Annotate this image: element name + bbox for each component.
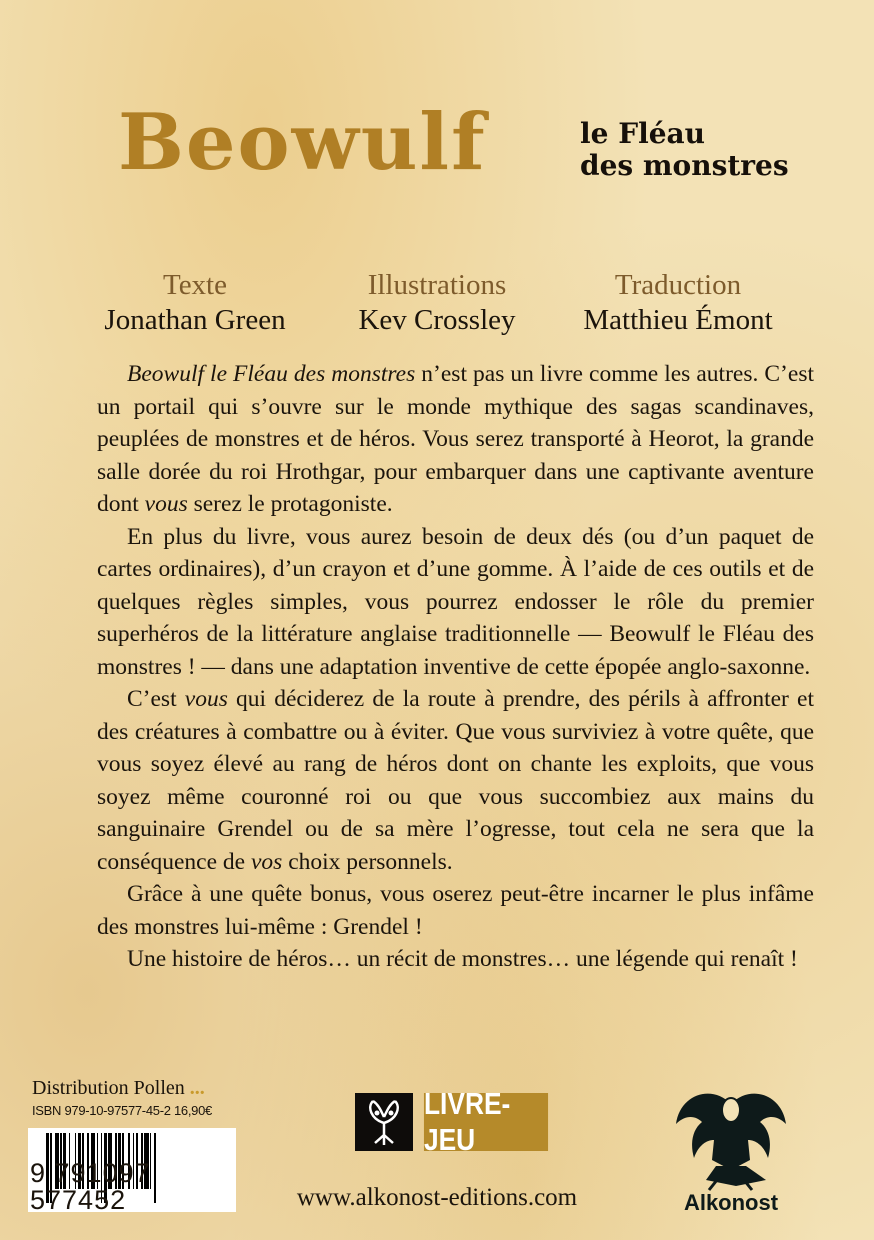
blurb (97, 358, 814, 976)
subtitle-line: des monstres (580, 149, 789, 182)
distribution (32, 1077, 205, 1100)
italic-text: vous (144, 491, 188, 517)
credit-text (65, 268, 325, 338)
italic-text: vos (250, 848, 283, 875)
book-subtitle (580, 118, 789, 182)
credit-role: Illustrations (367, 269, 507, 301)
blurb-paragraph (97, 878, 814, 943)
publisher-name: Alkonost (683, 1190, 779, 1215)
book-title: Beowulf (118, 97, 487, 188)
text: Une histoire de héros… un récit de monstres… une légende qui renaît ! (127, 946, 798, 972)
credit-name: Matthieu Émont (583, 304, 773, 336)
credit-illustrations (307, 268, 567, 338)
website-text[interactable]: www.alkonost-editions.com (296, 1184, 578, 1211)
credit-role: Texte (163, 269, 227, 301)
text: C’est (127, 686, 185, 712)
distribution-dots: ... (189, 1077, 205, 1099)
blurb-paragraph (97, 683, 814, 878)
isbn-price: ISBN 979-10-97577-45-2 16,90€ (32, 1103, 212, 1118)
blurb-paragraph (97, 943, 814, 976)
italic-text: Beowulf le Fléau des monstres (127, 361, 416, 387)
text: Grâce à une quête bonus, vous oserez peut-être incarner le plus infâme des monstres lui-même : Grendel ! (97, 881, 814, 940)
credit-role: Traduction (614, 269, 742, 301)
credit-translation (548, 268, 808, 338)
text: serez le protagoniste. (187, 491, 393, 517)
italic-text: vous (184, 686, 228, 712)
blurb-paragraph (97, 358, 814, 521)
publisher-logo (672, 1084, 790, 1216)
text: En plus du livre, vous aurez besoin de deux dés (ou d’un paquet de cartes ordinaires), d’un crayon et d’une gomme. À l’aide de ces outils et de quelques règles simples, vous pourrez endosser le rôle du premier superhéros de la littérature anglaise traditionnelle — Beowulf le Fléau des monstres ! — dans une adaptation inventive de cette épopée anglo-saxonne. (97, 523, 814, 680)
credit-name: Jonathan Green (104, 304, 286, 336)
badge-label: LIVRE-JEU (424, 1093, 548, 1151)
livre-jeu-badge (355, 1086, 559, 1157)
subtitle-line: le Fléau (580, 117, 706, 150)
distribution-name: Distribution Pollen (32, 1077, 185, 1099)
credit-name: Kev Crossley (358, 304, 516, 336)
text: n’est pas un livre comme les autres. C’est un portail qui s’ouvre sur le monde mythique des sagas scandinaves, peuplées de monstres et de héros. Vous serez transporté à Heorot, la grande salle dorée du roi Hrothgar, pour embarquer dans une captivante aventure dont (97, 361, 814, 517)
barcode-number: 9 791097 577452 (30, 1158, 151, 1215)
tree-icon (355, 1093, 413, 1151)
alkonost-bird-icon (672, 1084, 790, 1192)
text: choix personnels. (282, 848, 453, 875)
text: qui déciderez de la route à prendre, des périls à affronter et des créatures à combattre ou à éviter. Que vous surviviez à votre quête, que vous soyez élevé au rang de héros dont on chante les exploits, que vous soyez même couronné roi ou que vous succombiez aux mains du sanguinaire Grendel ou de sa mère l’ogresse, tout cela ne sera que la conséquence de (97, 686, 814, 875)
blurb-paragraph (97, 521, 814, 684)
